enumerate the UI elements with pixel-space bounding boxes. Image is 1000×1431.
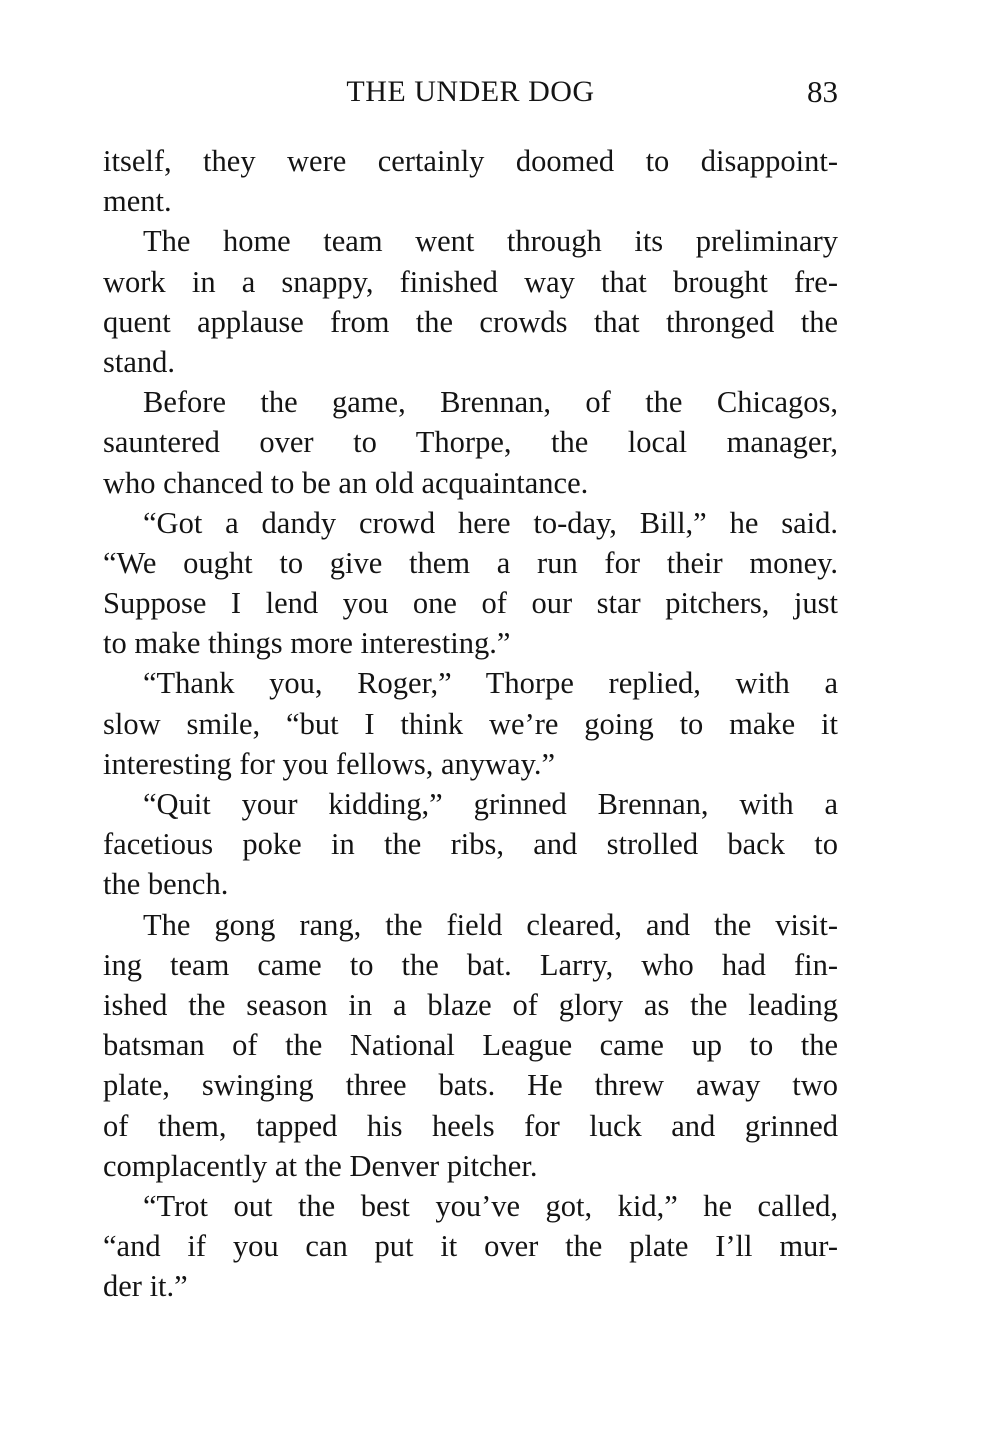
running-head (103, 72, 838, 112)
text-line: slow smile, “but I think we’re going to make it (103, 706, 838, 741)
text-line: The gong rang, the field cleared, and the visit- (143, 907, 838, 942)
text-line: ment. (103, 184, 172, 219)
text-line: the bench. (103, 867, 229, 902)
text-line: plate, swinging three bats. He threw away two (103, 1068, 838, 1103)
page-number: 83 (807, 74, 838, 109)
text-line: quent applause from the crowds that thronged the (103, 304, 838, 339)
body-text (103, 141, 838, 1306)
text-line: “Got a dandy crowd here to-day, Bill,” he said. (143, 505, 838, 540)
text-line: “We ought to give them a run for their money. (103, 545, 838, 580)
text-line: complacently at the Denver pitcher. (103, 1148, 538, 1183)
paragraph (103, 1186, 838, 1307)
text-line: itself, they were certainly doomed to disappoint- (103, 144, 838, 178)
text-line: The home team went through its preliminary (143, 224, 838, 259)
text-line: sauntered over to Thorpe, the local manager, (103, 425, 838, 460)
text-line: “Trot out the best you’ve got, kid,” he called, (143, 1188, 838, 1223)
paragraph (103, 382, 838, 503)
chapter-title: THE UNDER DOG (346, 75, 595, 108)
paragraph (103, 141, 838, 221)
text-line: work in a snappy, finished way that brought fre- (103, 264, 838, 299)
paragraph (103, 503, 838, 664)
text-line: of them, tapped his heels for luck and grinned (103, 1108, 838, 1143)
text-line: batsman of the National League came up to the (103, 1028, 838, 1063)
text-line: to make things more interesting.” (103, 626, 511, 661)
text-line: stand. (103, 344, 176, 379)
text-line: ing team came to the bat. Larry, who had fin- (103, 947, 838, 982)
text-line: Before the game, Brennan, of the Chicagos, (143, 385, 838, 420)
text-line: “Thank you, Roger,” Thorpe replied, with a (143, 666, 838, 701)
text-line: “Quit your kidding,” grinned Brennan, with a (143, 787, 838, 821)
paragraph (103, 221, 838, 382)
paragraph (103, 663, 838, 784)
text-line: interesting for you fellows, anyway.” (103, 746, 556, 781)
text-line: ished the season in a blaze of glory as the leading (103, 987, 838, 1022)
text-line: “and if you can put it over the plate I’ll mur- (103, 1229, 838, 1264)
text-line: who chanced to be an old acquaintance. (103, 465, 589, 500)
paragraph (103, 905, 838, 1186)
text-line: facetious poke in the ribs, and strolled back to (103, 827, 838, 862)
paragraph (103, 784, 838, 905)
text-line: der it.” (103, 1269, 188, 1304)
text-line: Suppose I lend you one of our star pitchers, just (103, 586, 838, 621)
